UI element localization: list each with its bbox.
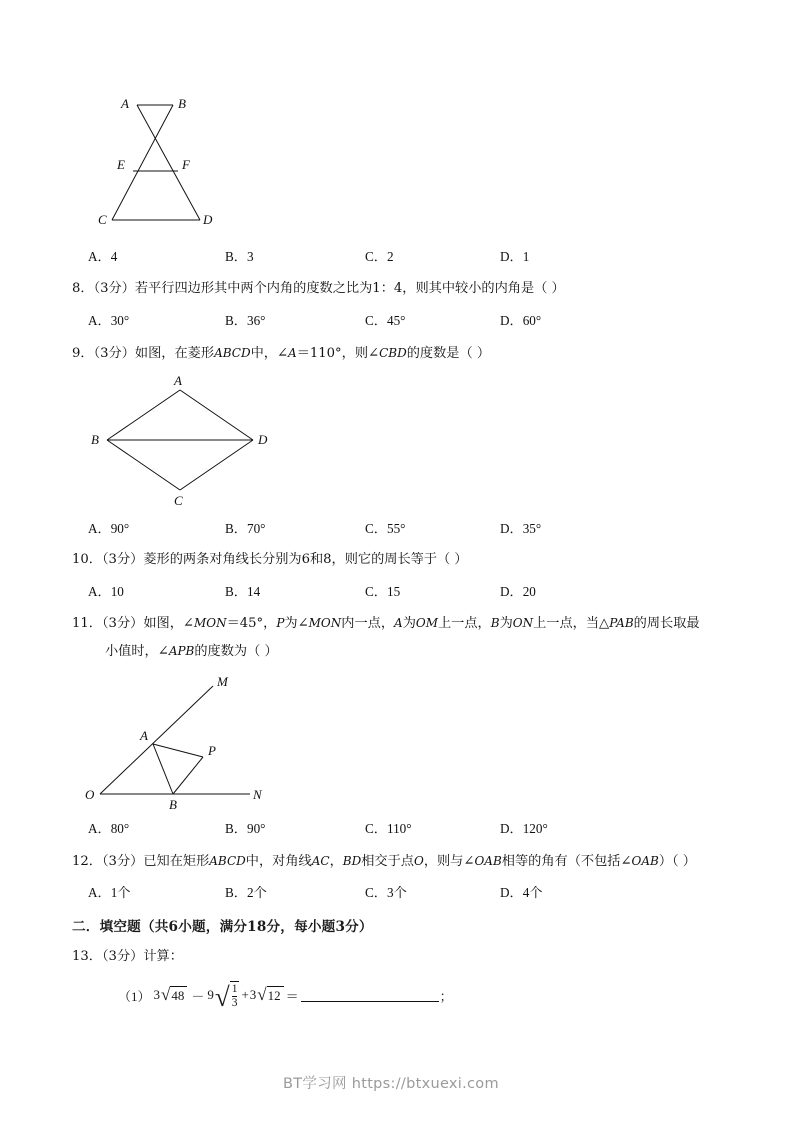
figure1-label-D: D — [203, 212, 213, 227]
q11-l1-p8: 上一点，当△ — [533, 616, 610, 631]
q12-label-abcd: ABCD — [209, 854, 246, 868]
q10-option-a[interactable]: A．10 — [88, 584, 124, 599]
q10-option-b[interactable]: B．14 — [225, 584, 261, 599]
q11-l1-p9: 的周长取最 — [633, 616, 700, 631]
rhombus-svg — [85, 372, 285, 512]
radical-sign-icon-2: √ — [214, 981, 230, 1012]
q12-label-ac: AC — [311, 854, 330, 868]
q11-option-d[interactable]: D．120° — [500, 821, 548, 836]
figure2-label-C: C — [174, 493, 183, 508]
figure3-label-N: N — [253, 787, 262, 802]
q12-label-o: O — [413, 854, 424, 868]
q13-operator-1: － — [191, 988, 205, 1004]
radical-sign-icon: √ — [161, 985, 171, 1004]
q11-l1-p4: 内一点， — [341, 616, 395, 631]
q12-option-d[interactable]: D．4个 — [500, 885, 543, 900]
figure1-label-B: B — [178, 96, 186, 111]
q13-operator-2: + — [241, 987, 249, 1002]
q7-option-d[interactable]: D．1 — [500, 249, 530, 264]
figure2-label-A: A — [174, 373, 182, 388]
q12-p7: ）（ ） — [658, 854, 696, 869]
q11-stem-line1 — [72, 613, 700, 634]
q13-stem: 13．（3分）计算： — [72, 949, 183, 964]
q8-option-c[interactable]: C．45° — [365, 313, 406, 328]
q8-stem: 8．（3分）若平行四边形其中两个内角的度数之比为1：4，则其中较小的内角是（ ） — [72, 281, 565, 296]
q11-l2-p2: 的度数为（ ） — [194, 644, 278, 659]
q13-coef-3: 3 — [249, 987, 257, 1002]
q10-stem: 10．（3分）菱形的两条对角线长分别为6和8，则它的周长等于（ ） — [72, 552, 468, 567]
q11-option-b[interactable]: B．90° — [225, 821, 266, 836]
q12-stem — [72, 851, 696, 872]
q9-stem-part3: ＝110°，则∠ — [296, 346, 380, 361]
section-two-heading: 二．填空题（共6小题，满分18分，每小题3分） — [72, 919, 373, 935]
figure3-label-B: B — [169, 797, 177, 812]
sqrt-48 — [161, 986, 187, 1004]
q11-l1-p1: 11．（3分）如图，∠ — [72, 616, 194, 631]
q11-l1-p2: ＝45°， — [226, 616, 277, 631]
q9-label-a: A — [288, 346, 297, 360]
q12-label-bd: BD — [342, 854, 362, 868]
q11-option-a[interactable]: A．80° — [88, 821, 130, 836]
q8-option-d[interactable]: D．60° — [500, 313, 542, 328]
q13-answer-blank[interactable] — [301, 988, 439, 1002]
crossed-triangle-figure — [95, 86, 235, 241]
figure3-label-A: A — [140, 728, 148, 743]
q11-option-c[interactable]: C．110° — [365, 821, 412, 836]
q11-l1-p5: 为 — [402, 616, 416, 631]
q12-option-c[interactable]: C．3个 — [365, 885, 407, 900]
sqrt-one-third — [214, 981, 240, 1012]
q9-stem-part2: 中，∠ — [250, 346, 289, 361]
q9-option-c[interactable]: C．55° — [365, 521, 406, 536]
q11-label-apb: APB — [168, 644, 195, 658]
q7-option-c[interactable]: C．2 — [365, 249, 394, 264]
q13-equals-sign: ＝ — [285, 988, 299, 1004]
q11-l1-p6: 上一点， — [438, 616, 491, 631]
q12-label-oab-2: OAB — [631, 854, 659, 868]
q11-label-mon-2: MON — [308, 616, 342, 630]
sqrt-12 — [257, 986, 283, 1004]
radical-sign-icon-3: √ — [257, 985, 267, 1004]
q8-option-a[interactable]: A．30° — [88, 313, 130, 328]
q9-stem-part4: 的度数是（ ） — [406, 346, 491, 361]
q11-options-row — [88, 819, 748, 839]
q9-label-abcd: ABCD — [214, 346, 251, 360]
q12-label-oab-1: OAB — [474, 854, 502, 868]
figure3-label-O: O — [85, 787, 95, 802]
q11-label-p: P — [276, 616, 285, 630]
q11-label-a: A — [394, 616, 403, 630]
q11-label-mon-1: MON — [193, 616, 227, 630]
q9-option-d[interactable]: D．35° — [500, 521, 542, 536]
rhombus-figure — [85, 372, 285, 512]
crossed-triangle-svg — [95, 86, 235, 241]
figure1-label-E: E — [117, 157, 125, 172]
q12-p3: ， — [329, 854, 343, 869]
q9-options-row — [88, 519, 748, 539]
q13-suffix: ； — [439, 988, 453, 1004]
angle-mon-svg — [85, 672, 275, 812]
q10-options-row — [88, 582, 748, 602]
angle-mon-figure — [85, 672, 275, 812]
q12-p2: 中，对角线 — [245, 854, 312, 869]
q11-label-b: B — [490, 616, 500, 630]
q9-stem — [72, 343, 490, 364]
q12-option-a[interactable]: A．1个 — [88, 885, 131, 900]
figure3-label-P: P — [208, 743, 216, 758]
q13-fraction-numerator: 1 — [231, 983, 238, 996]
q11-label-pab: PAB — [609, 616, 634, 630]
q13-coef-1: 3 — [153, 987, 161, 1002]
q11-stem-line2 — [105, 641, 278, 662]
q11-label-on: ON — [512, 616, 534, 630]
q12-p5: ，则与∠ — [423, 854, 475, 869]
q12-p4: 相交于点 — [361, 854, 414, 869]
figure1-label-F: F — [182, 157, 190, 172]
q7-option-b[interactable]: B．3 — [225, 249, 254, 264]
q7-option-a[interactable]: A．4 — [88, 249, 118, 264]
q13-radicand-3: 12 — [267, 986, 284, 1004]
q9-option-b[interactable]: B．70° — [225, 521, 266, 536]
q13-fraction-denominator: 3 — [231, 996, 238, 1009]
q9-option-a[interactable]: A．90° — [88, 521, 130, 536]
q9-label-cbd: CBD — [379, 346, 407, 360]
site-watermark: BT学习网 https://btxuexi.com — [283, 1076, 499, 1092]
figure3-label-M: M — [217, 674, 228, 689]
q11-l1-p7: 为 — [499, 616, 513, 631]
q10-option-c[interactable]: C．15 — [365, 584, 401, 599]
q12-p1: 12．（3分）已知在矩形 — [72, 854, 210, 869]
fraction-one-third — [230, 981, 240, 1008]
q11-l1-p3: 为∠ — [284, 616, 309, 631]
q13-coef-2: 9 — [207, 987, 214, 1002]
figure1-label-A: A — [121, 96, 129, 111]
q13-item1-marker: （1） — [118, 988, 151, 1004]
q9-stem-part1: 9．（3分）如图，在菱形 — [72, 346, 215, 361]
q12-options-row — [88, 883, 748, 903]
q12-option-b[interactable]: B．2个 — [225, 885, 267, 900]
q13-item1-formula — [118, 975, 453, 1015]
q11-l2-p1: 小值时，∠ — [105, 644, 169, 659]
q8-option-b[interactable]: B．36° — [225, 313, 266, 328]
q10-option-d[interactable]: D．20 — [500, 584, 536, 599]
q8-options-row — [88, 311, 748, 331]
figure2-label-B: B — [91, 432, 99, 447]
q7-options-row — [88, 247, 748, 267]
q12-p6: 相等的角有（不包括∠ — [501, 854, 632, 869]
q11-label-om: OM — [415, 616, 438, 630]
figure1-label-C: C — [98, 212, 107, 227]
q13-radicand-1: 48 — [170, 986, 187, 1004]
figure2-label-D: D — [258, 432, 268, 447]
